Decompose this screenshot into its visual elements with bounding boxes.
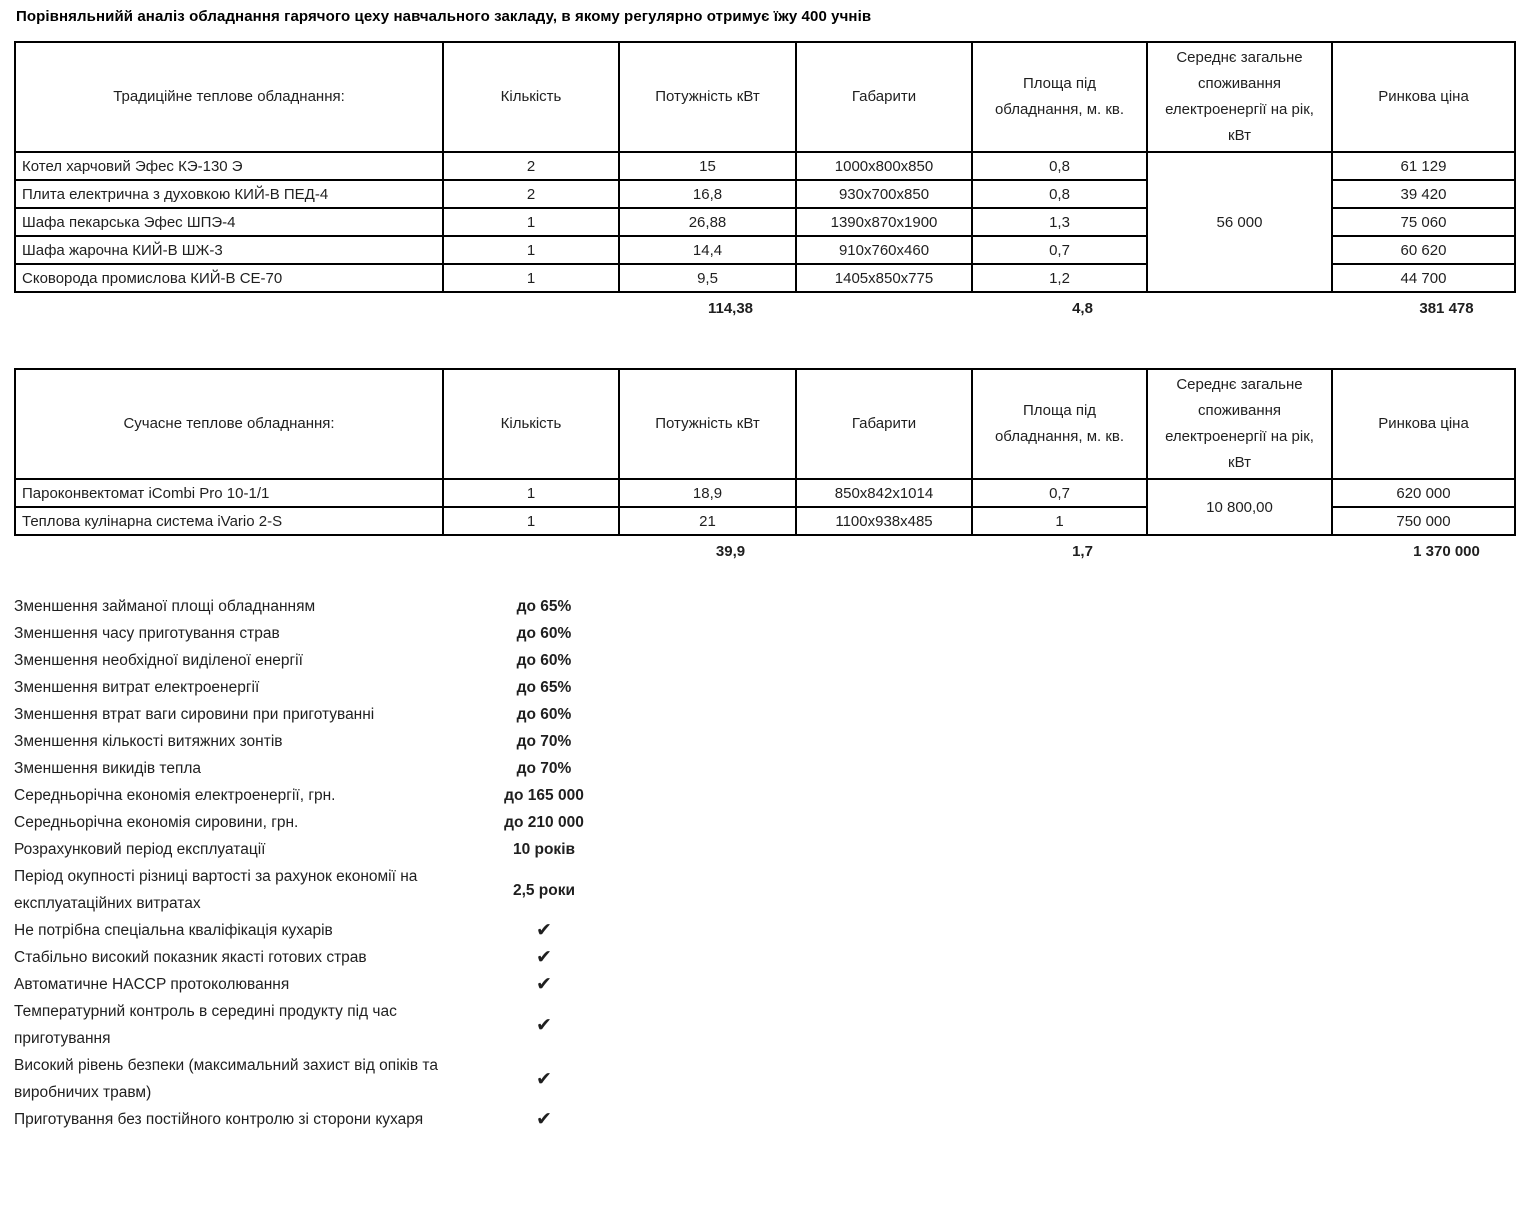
- table-row: [15, 152, 1515, 180]
- cell-equipment-name: Шафа жарочна КИЙ-В ШЖ-3: [15, 236, 443, 264]
- benefit-value: до 65%: [516, 598, 572, 615]
- cell-area: 0,7: [972, 236, 1147, 264]
- col-header-power: Потужність кВт: [619, 42, 796, 152]
- modern-equipment-table: [14, 368, 1516, 536]
- total-power: 39,9: [715, 542, 746, 560]
- cell-quantity: 1: [443, 264, 619, 292]
- cell-power: 18,9: [619, 479, 796, 507]
- cell-quantity: 2: [443, 152, 619, 180]
- col-header-power: Потужність кВт: [619, 369, 796, 479]
- cell-equipment-name: Сковорода промислова КИЙ-В СЕ-70: [15, 264, 443, 292]
- benefit-value: до 165 000: [504, 787, 584, 804]
- cell-power: 15: [619, 152, 796, 180]
- benefit-label: Період окупності різниці вартості за рахунок економії на експлуатаційних витратах: [14, 868, 418, 912]
- benefit-row: [14, 782, 626, 809]
- cell-power: 9,5: [619, 264, 796, 292]
- cell-area: 1,3: [972, 208, 1147, 236]
- benefit-row: [14, 755, 626, 782]
- cell-equipment-name: Шафа пекарська Эфес ШПЭ-4: [15, 208, 443, 236]
- cell-price: 61 129: [1332, 152, 1515, 180]
- col-header-consumption: Середнє загальне споживання електроенергії на рік, кВт: [1147, 369, 1332, 479]
- cell-price: 60 620: [1332, 236, 1515, 264]
- benefit-label: Приготування без постійного контролю зі сторони кухаря: [14, 1111, 424, 1128]
- cell-equipment-name: Плита електрична з духовкою КИЙ-В ПЕД-4: [15, 180, 443, 208]
- col-header-equipment: Традиційне теплове обладнання:: [15, 42, 443, 152]
- cell-quantity: 1: [443, 479, 619, 507]
- cell-dimensions: 1000x800x850: [796, 152, 972, 180]
- cell-price: 620 000: [1332, 479, 1515, 507]
- cell-dimensions: 910x760x460: [796, 236, 972, 264]
- traditional-totals-row: [14, 293, 1514, 323]
- benefit-value: 2,5 роки: [512, 881, 576, 899]
- cell-power: 26,88: [619, 208, 796, 236]
- cell-area: 0,7: [972, 479, 1147, 507]
- benefit-label: Зменшення займаної площі обладнанням: [14, 598, 316, 615]
- benefit-row: [14, 728, 626, 755]
- benefit-value: до 70%: [516, 760, 572, 777]
- col-header-equipment: Сучасне теплове обладнання:: [15, 369, 443, 479]
- col-header-quantity: Кількість: [443, 42, 619, 152]
- total-price: 381 478: [1419, 299, 1474, 317]
- cell-quantity: 1: [443, 236, 619, 264]
- traditional-equipment-table: [14, 41, 1516, 293]
- benefit-label: Зменшення кількості витяжних зонтів: [14, 733, 283, 750]
- benefit-value: до 60%: [516, 625, 572, 642]
- cell-area: 0,8: [972, 180, 1147, 208]
- cell-power: 14,4: [619, 236, 796, 264]
- total-power: 114,38: [707, 299, 754, 317]
- modern-table-body: [15, 479, 1515, 535]
- benefit-row: [14, 701, 626, 728]
- table-row: [15, 479, 1515, 507]
- benefit-row: [14, 593, 626, 620]
- benefit-row: [14, 944, 626, 971]
- cell-dimensions: 1405x850x775: [796, 264, 972, 292]
- benefit-label: Автоматичне HACCP протоколювання: [14, 976, 290, 993]
- benefit-label: Зменшення часу приготування страв: [14, 625, 280, 642]
- benefit-value: до 60%: [516, 706, 572, 723]
- cell-power: 16,8: [619, 180, 796, 208]
- checkmark-icon: ✔: [536, 974, 552, 995]
- benefit-row: [14, 998, 626, 1052]
- total-area: 4,8: [1072, 299, 1093, 317]
- benefit-label: Середньорічна економія електроенергії, грн.: [14, 787, 336, 804]
- benefit-row: [14, 971, 626, 998]
- benefit-value: до 70%: [516, 733, 572, 750]
- benefit-label: Високий рівень безпеки (максимальний захист від опіків та виробничих травм): [14, 1057, 438, 1101]
- col-header-dimensions: Габарити: [796, 42, 972, 152]
- total-area: 1,7: [1072, 542, 1093, 560]
- benefit-label: Стабільно високий показник якасті готових страв: [14, 949, 367, 966]
- traditional-table-body: [15, 152, 1515, 292]
- checkmark-icon: ✔: [536, 1109, 552, 1130]
- benefit-row: [14, 1106, 626, 1133]
- cell-quantity: 1: [443, 507, 619, 535]
- checkmark-icon: ✔: [536, 947, 552, 968]
- cell-price: 39 420: [1332, 180, 1515, 208]
- cell-consumption-merged: 56 000: [1147, 152, 1332, 292]
- benefit-row: [14, 917, 626, 944]
- benefit-value: до 60%: [516, 652, 572, 669]
- benefit-row: [14, 674, 626, 701]
- cell-price: 750 000: [1332, 507, 1515, 535]
- cell-dimensions: 1390x870x1900: [796, 208, 972, 236]
- modern-table-header: [15, 369, 1515, 479]
- col-header-area: Площа під обладнання, м. кв.: [972, 42, 1147, 152]
- cell-power: 21: [619, 507, 796, 535]
- cell-equipment-name: Котел харчовий Эфес КЭ-130 Э: [15, 152, 443, 180]
- col-header-price: Ринкова ціна: [1332, 369, 1515, 479]
- cell-price: 44 700: [1332, 264, 1515, 292]
- page-title: Порівняльнийй аналіз обладнання гарячого цеху навчального закладу, в якому регулярно отримує їжу 400 учнів: [16, 8, 872, 25]
- tables-gap: [14, 323, 1514, 368]
- col-header-area: Площа під обладнання, м. кв.: [972, 369, 1147, 479]
- benefit-row: [14, 620, 626, 647]
- benefit-row: [14, 863, 626, 917]
- checkmark-icon: ✔: [536, 1014, 552, 1036]
- col-header-quantity: Кількість: [443, 369, 619, 479]
- benefit-label: Зменшення викидів тепла: [14, 760, 202, 777]
- cell-equipment-name: Пароконвектомат iCombi Pro 10-1/1: [15, 479, 443, 507]
- benefit-label: Температурний контроль в середині продукту під час приготування: [14, 1003, 397, 1047]
- cell-dimensions: 1100x938x485: [796, 507, 972, 535]
- traditional-table-header: [15, 42, 1515, 152]
- benefit-row: [14, 809, 626, 836]
- cell-dimensions: 930x700x850: [796, 180, 972, 208]
- benefit-label: Зменшення втрат ваги сировини при приготуванні: [14, 706, 375, 723]
- benefit-label: Не потрібна спеціальна кваліфікація кухарів: [14, 922, 333, 939]
- cell-area: 1: [972, 507, 1147, 535]
- benefit-label: Зменшення витрат електроенергії: [14, 679, 260, 696]
- benefit-value: до 65%: [516, 679, 572, 696]
- cell-consumption-merged: 10 800,00: [1147, 479, 1332, 535]
- benefit-row: [14, 836, 626, 863]
- benefits-list: [14, 593, 1514, 1133]
- col-header-dimensions: Габарити: [796, 369, 972, 479]
- cell-quantity: 1: [443, 208, 619, 236]
- benefit-row: [14, 1052, 626, 1106]
- benefit-value: 10 років: [512, 841, 576, 858]
- cell-quantity: 2: [443, 180, 619, 208]
- benefit-value: до 210 000: [504, 814, 584, 831]
- benefit-row: [14, 647, 626, 674]
- modern-totals-row: [14, 536, 1514, 566]
- cell-equipment-name: Теплова кулінарна система iVario 2-S: [15, 507, 443, 535]
- benefit-label: Розрахунковий період експлуатації: [14, 841, 266, 858]
- cell-area: 0,8: [972, 152, 1147, 180]
- checkmark-icon: ✔: [536, 920, 552, 941]
- benefit-label: Середньорічна економія сировини, грн.: [14, 814, 299, 831]
- col-header-consumption: Середнє загальне споживання електроенергії на рік, кВт: [1147, 42, 1332, 152]
- col-header-price: Ринкова ціна: [1332, 42, 1515, 152]
- cell-dimensions: 850x842x1014: [796, 479, 972, 507]
- cell-area: 1,2: [972, 264, 1147, 292]
- total-price: 1 370 000: [1413, 542, 1480, 560]
- checkmark-icon: ✔: [536, 1068, 552, 1090]
- cell-price: 75 060: [1332, 208, 1515, 236]
- benefit-label: Зменшення необхідної виділеної енергії: [14, 652, 303, 669]
